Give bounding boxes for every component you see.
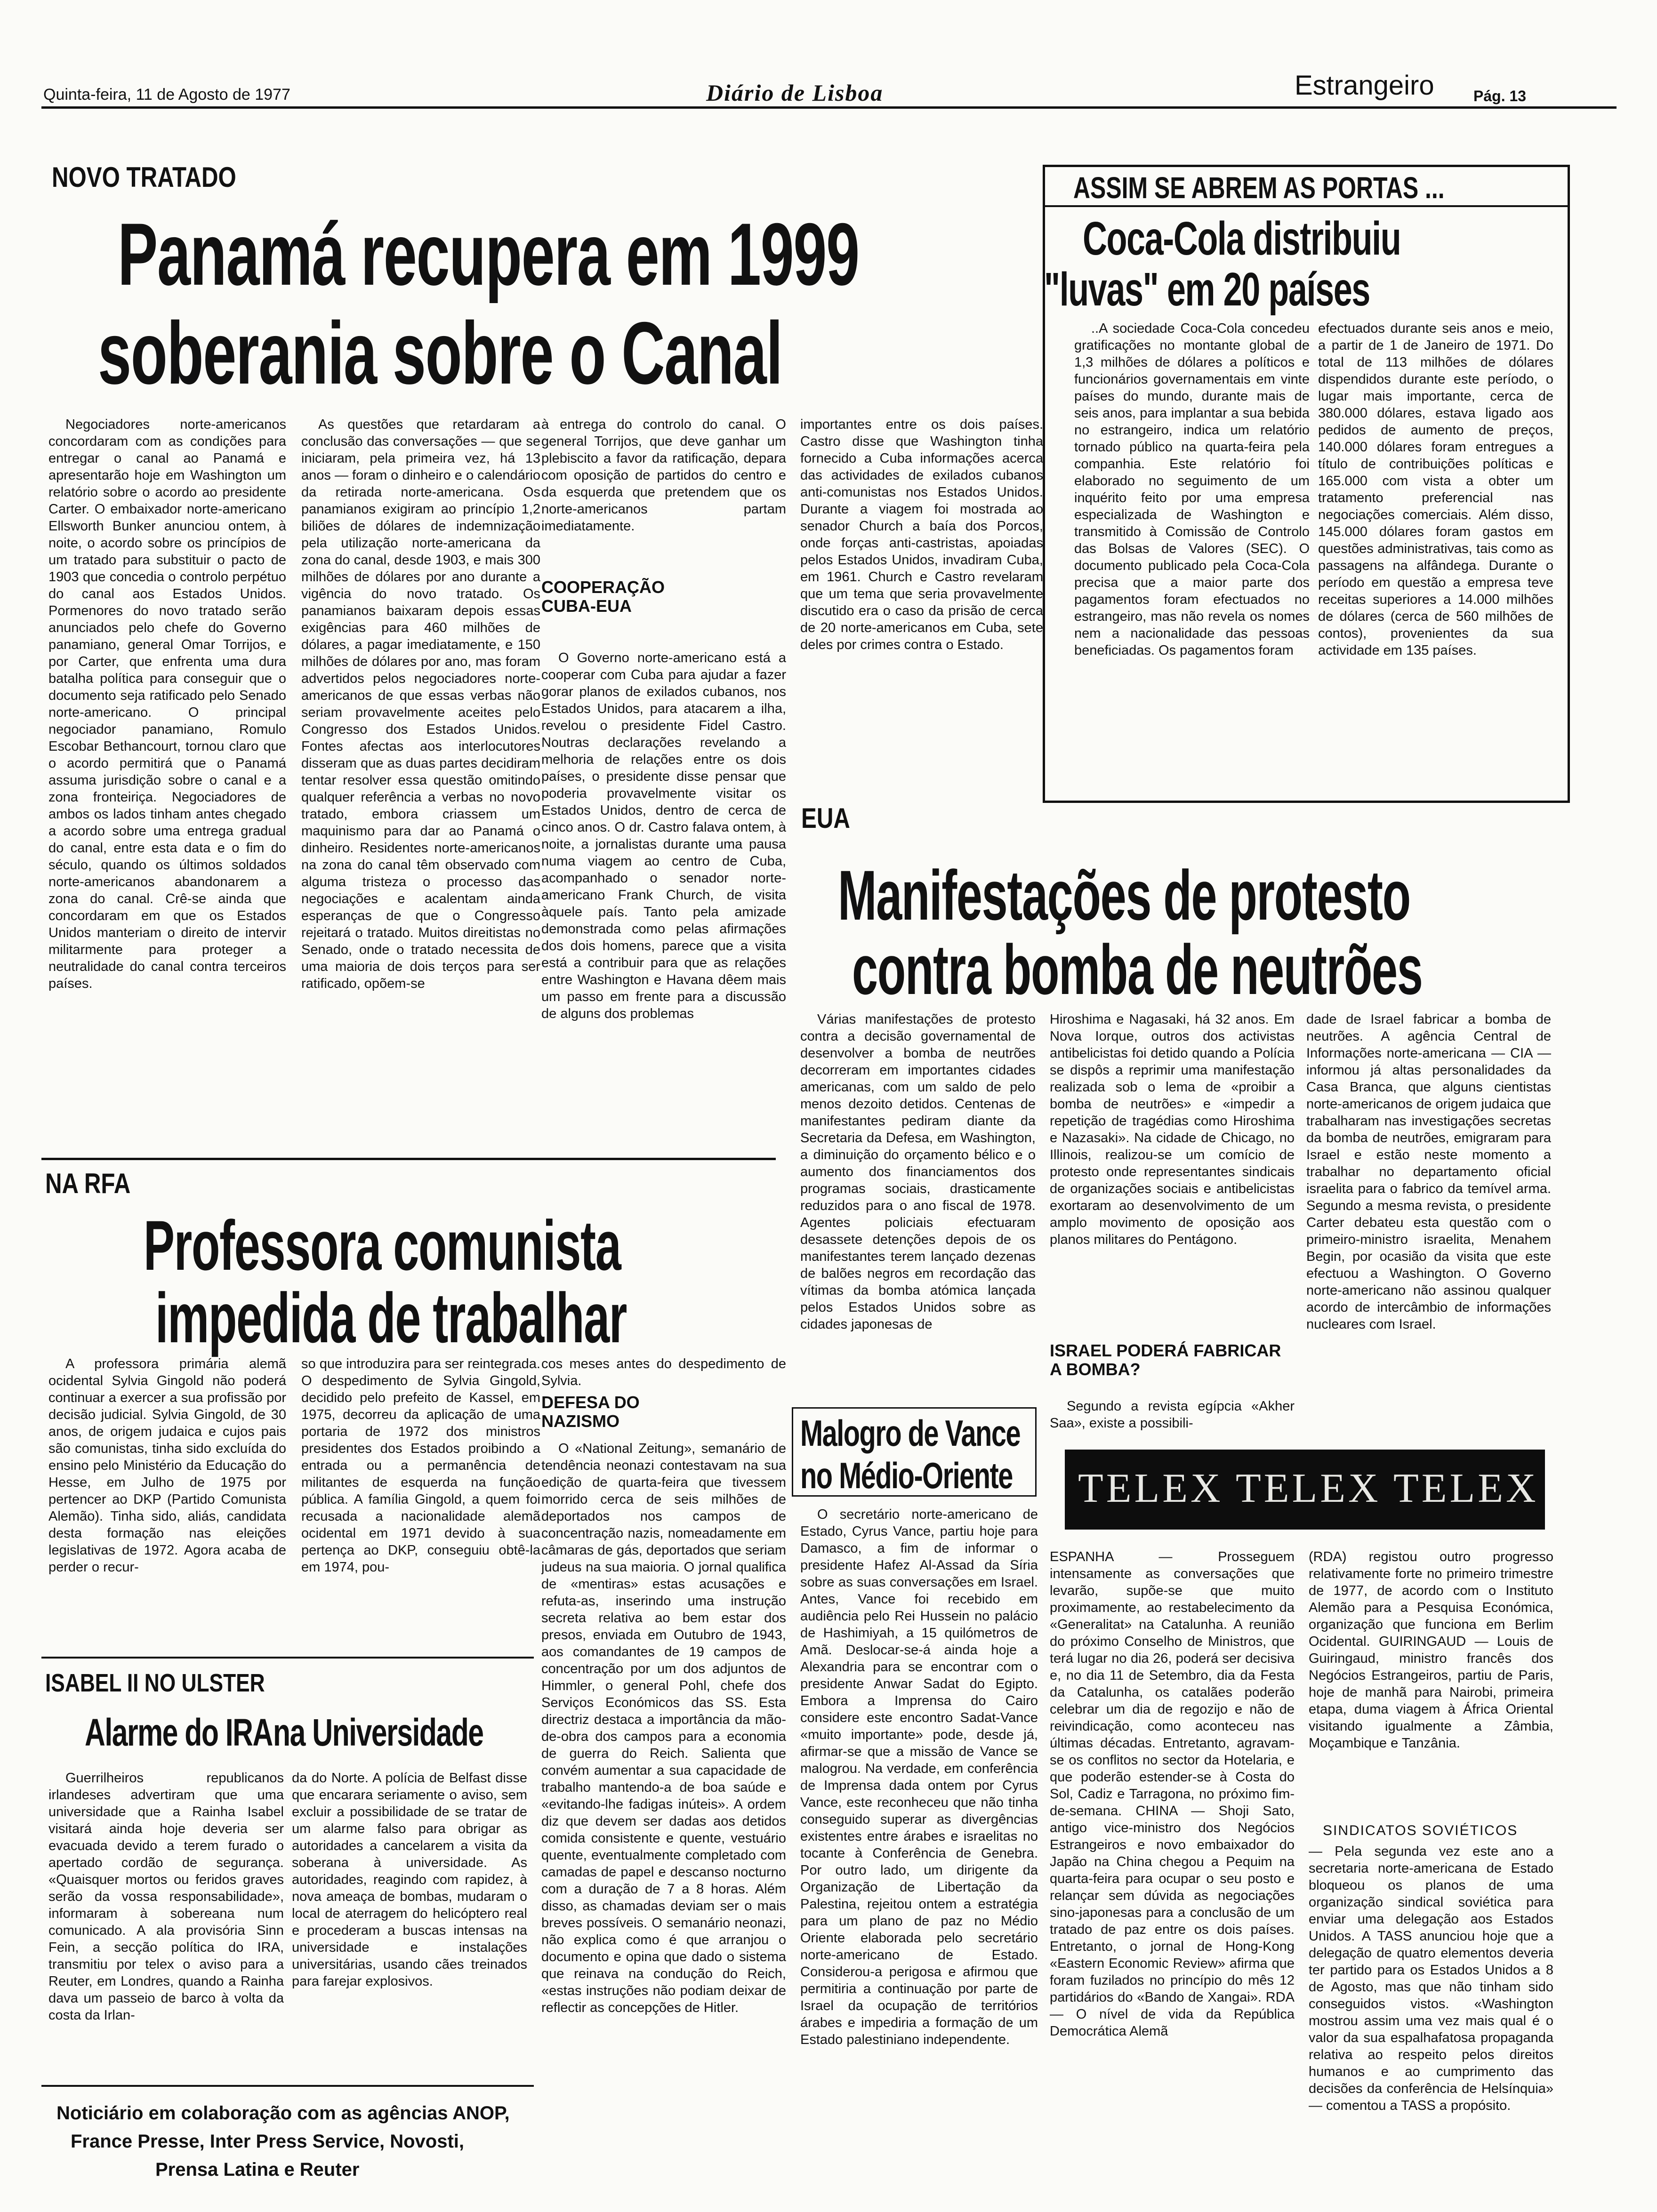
professora-column-1: A professora primária alemã ocidental Sylvia Gingold não poderá continuar a exercer a sua profissão por decisão judicial. Sylvia Gingold, de 30 anos, de origem judaica e cujos pais são comunistas, tinha sido excluída do ensino pelo Ministério da Educação do Hesse, em Julho de 1975 por pertencer ao DKP (Partido Comunista Alemão). Tinha sido, aliás, candidata desta formação nas eleições legislativas de 1972. Agora acaba de perder o recur- <box>48 1356 286 1575</box>
footer-note-rule <box>41 2085 534 2087</box>
panama-column-2: As questões que retardaram a conclusão das conversações — que se iniciaram, pela primeira vez, há 13 anos — foram o dinheiro e o calendário da retirada norte-americana. Os panamianos exigiram ao princípio 1,2 biliões de dólares de indemnização pela utilização norte-americana da zona do canal, desde 1903, e mais 300 milhões de dólares por ano durante a vigência do novo tratado. Os panamianos baixaram depois essas exigências para 460 milhões de dólares, a pagar imediatamente, e 150 milhões de dólares por ano, mas foram advertidos pelos negociadores norte-americanos de que essas verbas não seriam provavelmente aceites pelo Congresso dos Estados Unidos. Fontes afectas aos interlocutores disseram que as duas partes decidiram tentar resolver essa questão omitindo qualquer referência a verbas no novo tratado, embora criassem um maquinismo para dar ao Panamá o dinheiro. Residentes norte-americanos na zona do canal têm observado com alguma tristeza o processo das negociações e acalentam ainda esperanças de que o Congresso rejeitará o tratado. Muitos direitistas no Senado, onde o tratado necessita de uma maioria de dois terços para ser ratificado, opõem-se <box>301 417 540 991</box>
panama-column-1: Negociadores norte-americanos concordaram com as condições para entregar o canal ao Panamá e apresentarão hoje em Washington um relatório sobre o acordo ao presidente Carter. O embaixador norte-americano Ellsworth Bunker anunciou ontem, à noite, o acordo sobre os princípios de um tratado para substituir o pacto de 1903 que concedia o controlo perpétuo do canal aos Estados Unidos. Pormenores do novo tratado serão anunciados pelo chefe do Governo panamiano, general Omar Torrijos, e por Carter, que enfrenta uma dura batalha política para conseguir que o documento seja ratificado pelo Senado norte-americano. O principal negociador panamiano, Romulo Escobar Bethancourt, tornou claro que o acordo permitirá que o Panamá assuma jurisdição sobre o canal e a zona fronteiriça. Negociadores de ambos os lados tinham antes chegado a acordo sobre uma entrega gradual do canal, entre esta data e o fim do século, quando os últimos soldados norte-americanos abandonarem a zona do canal. Crê-se ainda que concordaram em que os Estados Unidos manteriam o direito de intervir militarmente para proteger a neutralidade do canal contra terceiros países. <box>48 417 286 991</box>
telex-column-2: (RDA) registou outro progresso relativamente forte no primeiro trimestre de 1977, de acordo com o Instituto Alemão para a Pesquisa Económica, organização que funciona em Berlim Ocidental. GUIRINGAUD — Louis de Guiringaud, ministro francês dos Negócios Estrangeiros, partiu de Paris, hoje de manhã para Nairobi, primeira etapa, duma viagem à África Oriental visitando igualmente a Zâmbia, Moçambique e Tanzânia. <box>1309 1549 1553 1751</box>
vance-headline-line1: Malogro de Vance <box>800 1412 1021 1454</box>
coca-kicker-rule <box>1043 205 1570 207</box>
panama-column-3b: O Governo norte-americano está a cooperar com Cuba para ajudar a fazer gorar planos de exilados cubanos, nos Estados Unidos, para atacarem a ilha, revelou o presidente Fidel Castro. Noutras declarações revelando a melhoria de relações entre os dois países, o presidente disse pensar que poderia provavelmente visitar os Estados Unidos, dentro de cerca de cinco anos. O dr. Castro falava ontem, à noite, a jornalistas durante uma pausa numa viagem ao centro de Cuba, acompanhado o senador norte-americano Frank Church, de visita àquele país. Tanto pela amizade demonstrada como pelas afirmações dos dois homens, parece que a visita está a contribuir para que as relações entre Washington e Havana dêem mais um passo em frente para a discussão de alguns dos problemas <box>541 650 786 1021</box>
nazismo-subhead: DEFESA DO NAZISMO <box>541 1393 640 1431</box>
footer-agencies-line-2: France Presse, Inter Press Service, Novosti, <box>71 2131 464 2152</box>
telex-banner-text: TELEX TELEX TELEX <box>1078 1466 1539 1511</box>
issue-date: Quinta-feira, 11 de Agosto de 1977 <box>43 86 290 104</box>
neutron-column-1: Várias manifestações de protesto contra a decisão governamental de desenvolver a bomba de neutrões decorreram em importantes cidades americanas, com um saldo de pelo menos dezoito detidos. Centenas de manifestantes pediram diante da Secretaria da Defesa, em Washington, a diminuição do orçamento bélico e o aumento dos financiamentos dos programas sociais, drasticamente reduzidos para o ano fiscal de 1978. Agentes policiais efectuaram desassete detenções depois de os manifestantes terem lançado dezenas de balões negros em recordação das vítimas da bomba atómica lançada pelos Estados Unidos sobre as cidades japonesas de <box>800 1012 1036 1332</box>
coca-headline-line2: "luvas" em 20 países <box>1044 263 1370 316</box>
header-rule <box>41 106 1617 109</box>
neutron-column-2b: Segundo a revista egípcia «Akher Saa», existe a possibili- <box>1050 1399 1295 1431</box>
neutron-kicker: EUA <box>801 802 850 834</box>
neutron-column-2: Hiroshima e Nagasaki, há 32 anos. Em Nova Iorque, outros dos activistas antibelicistas foi detido quando a Polícia se dispôs a reprimir uma manifestação realizada sob o lema de «proibir a bomba de neutrões» e «impedir a repetição de tragédias como Hiroshima e Nazasaki». Na cidade de Chicago, no Illinois, realizou-se um comício de protesto onde representantes sindicais de organizações sociais e antibelicistas exortaram ao desenvolvimento de um amplo movimento de oposição aos planos militares do Pentágono. <box>1050 1012 1295 1247</box>
section-name: Estrangeiro <box>1295 70 1434 101</box>
vance-headline-line2: no Médio-Oriente <box>800 1455 1013 1496</box>
panama-kicker: NOVO TRATADO <box>52 161 236 193</box>
panama-column-3a: à entrega do controlo do canal. O general Torrijos, que deve ganhar um plebiscito a favor da ratificação, depara com oposição de partidos do centro e da esquerda que pretendem que os norte-americanos partam imediatamente. <box>541 417 786 534</box>
professora-headline-line1: Professora comunista <box>144 1206 621 1285</box>
telex-column-1: ESPANHA — Prosseguem intensamente as conversações que levarão, supõe-se que muito proximamente, ao restabelecimento da «Generalitat» na Catalunha. A reunião do próximo Conselho de Ministros, que terá lugar no dia 26, poderá ser decisiva e, no dia 11 de Setembro, dia da Festa da Catalunha, os catalães poderão celebrar um dia de regozijo e não de reivindicação, como aconteceu nas últimas décadas. Entretanto, agravam-se os conflitos no sector da Hotelaria, e que poderão estender-se à Costa do Sol, Cadiz e Tarragona, no próximo fim-de-semana. CHINA — Shoji Sato, antigo vice-ministro dos Negócios Estrangeiros e novo embaixador do Japão na China chegou a Pequim na quarta-feira para ocupar o seu posto e relançar sem dúvida as negociações sino-japonesas para a conclusão de um tratado de paz entre os dois países. Entretanto, o jornal de Hong-Kong «Eastern Economic Review» afirma que foram fuzilados no princípio do mês 12 partidários do «Bando de Xangai». RDA — O nível de vida da República Democrática Alemã <box>1050 1549 1295 2039</box>
ira-headline-b: na Universidade <box>273 1711 483 1754</box>
professora-top-rule <box>41 1158 776 1160</box>
sindicatos-subhead: SINDICATOS SOVIÉTICOS <box>1323 1823 1518 1838</box>
panama-column-4: importantes entre os dois países. Castro disse que Washington tinha fornecido a Cuba informações acerca das actividades de exilados cubanos anti-comunistas nos Estados Unidos. Durante a viagem foi mostrada ao senador Church a baía dos Porcos, onde forças anti-castristas, apoiadas pelos Estados Unidos, invadiram Cuba, em 1961. Church e Castro revelaram que um tema que seria provavelmente discutido era o caso da prisão de cerca de 20 norte-americanos em Cuba, sete deles por crimes contra o Estado. <box>800 417 1043 652</box>
page-number: Pág. 13 <box>1473 88 1527 104</box>
panama-headline-line1: Panamá recupera em 1999 <box>118 205 859 304</box>
coca-column-1: ..A sociedade Coca-Cola concedeu gratificações no montante global de 1,3 milhões de dólares a políticos e funcionários governamentais em vinte países do mundo, durante mais de seis anos, para implantar a sua bebida no estrangeiro, indica um relatório tornado público na quarta-feira pela companhia. Este relatório foi elaborado no seguimento de um inquérito feito por uma empresa especializada de Washington e transmitido à Comissão de Controlo das Bolsas de Valores (SEC). O documento publicado pela Coca-Cola precisa que a maior parte dos pagamentos foram efectuados no estrangeiro, mas não revela os nomes nem a nacionalidade das pessoas beneficiadas. Os pagamentos foram <box>1074 321 1310 658</box>
neutron-headline-line2: contra bomba de neutrões <box>852 930 1423 1009</box>
professora-kicker: NA RFA <box>45 1168 131 1199</box>
cooperacao-subhead: COOPERAÇÃO CUBA-EUA <box>541 577 665 616</box>
coca-headline-line1: Coca-Cola distribuiu <box>1083 212 1401 265</box>
coca-kicker: ASSIM SE ABREM AS PORTAS ... <box>1073 171 1445 205</box>
professora-column-2: so que introduzira para ser reintegrada. O despedimento de Sylvia Gingold, decidido pelo prefeito de Kassel, em 1975, decorreu da aplicação de uma portaria de 1972 dos ministros presidentes dos Estados proibindo a entrada ou a permanência de militantes de esquerda na função pública. A família Gingold, a quem foi recusada a nacionalidade alemã ocidental em 1971 devido à sua pertença ao DKP, conseguiu obtê-la em 1974, pou- <box>301 1356 540 1575</box>
ira-column-2: da do Norte. A polícia de Belfast disse que encarara seriamente o aviso, sem excluir a possibilidade de se tratar de um alarme falso para obrigar as autoridades a cancelarem a visita da soberana à universidade. As autoridades, reagindo com rapidez, à nova ameaça de bombas, mudaram o local de aterragem do helicóptero real e procederam a buscas intensas na universidade e instalações universitárias, usando cães treinados para farejar explosivos. <box>292 1771 527 1989</box>
coca-column-2: efectuados durante seis anos e meio, a partir de 1 de Janeiro de 1971. Do total de 113 milhões de dólares dispendidos durante este período, o lugar mais importante, cerca de 380.000 dólares, estava ligado aos pedidos de aumento de preços, 140.000 dólares foram entregues a título de contribuições políticas e 165.000 com vista a obter um tratamento preferencial nas negociações comerciais. Além disso, 145.000 dólares foram gastos em questões administrativas, tais como as passagens na alfândega. Durante o período em questão a empresa teve receitas superiores a 14.000 milhões de dólares (cerca de 560 milhões de contos), provenientes da sua actividade em 135 países. <box>1318 321 1553 658</box>
footer-agencies-line-1: Noticiário em colaboração com as agências ANOP, <box>56 2103 510 2124</box>
footer-agencies-line-3: Prensa Latina e Reuter <box>155 2159 360 2180</box>
vance-column: O secretário norte-americano de Estado, Cyrus Vance, partiu hoje para Damasco, a fim de informar o presidente Hafez Al-Assad da Síria sobre as suas conversações em Israel. Antes, Vance foi recebido em audiência pelo Rei Hussein no palácio de Hashimiyah, a 15 quilómetros de Amã. Deslocar-se-á ainda hoje a Alexandria para se encontrar com o presidente Anwar Sadat do Egipto. Embora a Imprensa do Cairo considere este encontro Sadat-Vance «muito importante» pode, desde já, afirmar-se que a missão de Vance se malogrou. Na verdade, em conferência de Imprensa dada ontem por Cyrus Vance, este reconheceu que não tinha conseguido superar as divergências existentes entre árabes e israelitas no tocante à Conferência de Genebra. Por outro lado, um dirigente da Organização de Libertação da Palestina, rejeitou ontem a estratégia para um plano de paz no Médio Oriente elaborada pelo secretário norte-americano de Estado. Considerou-a perigosa e afirmou que permitiria a continuação por parte de Israel da ocupação de territórios árabes e impediria a formação de um Estado palestiniano independente. <box>800 1507 1038 2047</box>
israel-subhead: ISRAEL PODERÁ FABRICAR A BOMBA? <box>1050 1341 1281 1379</box>
nazismo-column: O «National Zeitung», semanário de tendência neonazi contestavam na sua edição de quarta-feira que tivessem morrido cerca de seis milhões de deportados nos campos de concentração nazis, nomeadamente em câmaras de gás, deportados que seriam judeus na sua maioria. O jornal qualifica de «mentiras» estas acusações e refuta-as, inserindo uma instrução secreta relativa ao bem estar dos presos, enviada em Outubro de 1943, aos comandantes de 19 campos de concentração por um dos adjuntos de Himmler, o general Pohl, chefe dos Serviços Económicos das SS. Esta directriz destaca a importância da mão-de-obra dos campos para a economia de guerra do Reich. Salienta que convém aumentar a sua capacidade de trabalho mantendo-a de boa saúde e «evitando-lhe fadigas inúteis». A ordem diz que devem ser dadas aos detidos comida consistente e quente, vestuário quente, eventualmente completado com camadas de papel e descanso nocturno com a duração de 7 a 8 horas. Além disso, as chamadas deviam ser o mais breves possíveis. O semanário neonazi, não explica como é que arranjou o documento e opina que dado o sistema que reinava na condução do Reich, «estas instruções não podiam deixar de reflectir as concepções de Hitler. <box>541 1441 786 2015</box>
masthead: Diário de Lisboa <box>706 80 884 106</box>
ira-headline-a: Alarme do IRA <box>85 1711 273 1754</box>
ira-kicker: ISABEL II NO ULSTER <box>45 1669 265 1697</box>
professora-headline-line2: impedida de trabalhar <box>155 1278 627 1357</box>
neutron-column-3: dade de Israel fabricar a bomba de neutrões. A agência Central de Informações norte-americana — CIA — informou já altas personalidades da Casa Branca, que alguns cientistas norte-americanos de origem judaica que trabalharam nas investigações secretas da bomba de neutrões, emigraram para Israel e estão neste momento a trabalhar no departamento oficial israelita para o fabrico da temível arma. Segundo a mesma revista, o presidente Carter debateu esta questão com o primeiro-ministro israelita, Menahem Begin, por ocasião da visita que este efectuou a Washington. O Governo norte-americano não assinou qualquer acordo de intercâmbio de informações nucleares com Israel. <box>1306 1012 1551 1332</box>
telex-column-2b: — Pela segunda vez este ano a secretaria norte-americana de Estado bloqueou os planos de uma organização sindical soviética para enviar uma delegação aos Estados Unidos. A TASS anunciou hoje que a delegação de quatro elementos deveria ter partido para os Estados Unidos a 8 de Agosto, mas que não tinham sido conseguidos vistos. «Washington mostrou assim uma vez mais qual é o valor da sua espalhafatosa propaganda relativa ao respeito pelos direitos humanos e ao cumprimento das decisões da conferência de Helsínquia» — comentou a TASS a propósito. <box>1309 1844 1553 2113</box>
ira-column-1: Guerrilheiros republicanos irlandeses advertiram que uma universidade que a Rainha Isabel visitará ainda hoje deveria ser evacuada devido a terem furado o apertado cordão de segurança. «Quaisquer mortos ou feridos graves serão da vossa responsabilidade», informaram à sobereana num comunicado. A ala provisória Sinn Fein, a secção política do IRA, transmitiu por telex o aviso para a Reuter, em Londres, quando a Rainha dava um passeio de barco à volta da costa da Irlan- <box>48 1771 284 2023</box>
neutron-headline-line1: Manifestações de protesto <box>838 856 1410 935</box>
nazismo-column-top: cos meses antes do despedimento de Sylvia. <box>541 1356 786 1388</box>
panama-headline-line2: soberania sobre o Canal <box>98 304 782 402</box>
